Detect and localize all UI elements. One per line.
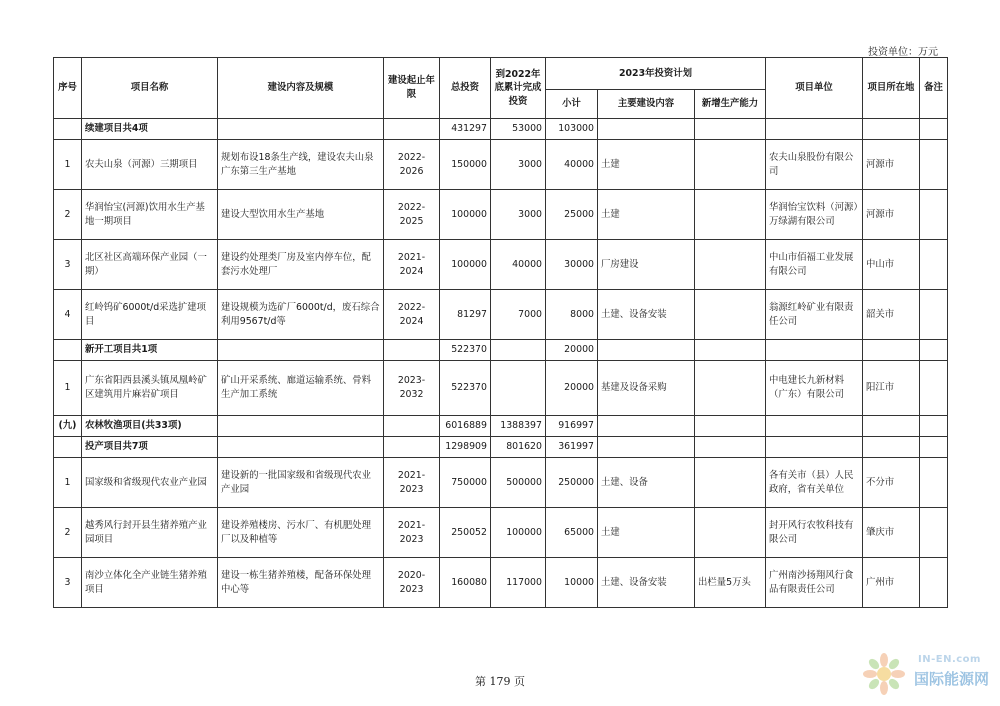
cell-subtotal: 10000 — [546, 558, 598, 608]
watermark-url: IN-EN.com — [918, 654, 981, 665]
cell-total: 250052 — [440, 508, 491, 558]
cell-location — [863, 119, 920, 140]
cell-unit: 封开风行农牧科技有限公司 — [766, 508, 863, 558]
group-row — [54, 119, 948, 140]
cell-note — [920, 119, 948, 140]
cell-seq: 4 — [54, 290, 82, 340]
cell-name: 投产项目共7项 — [82, 437, 218, 458]
cell-subtotal: 361997 — [546, 437, 598, 458]
cell-note — [920, 140, 948, 190]
cell-main-content — [598, 340, 695, 361]
cell-name: 新开工项目共1项 — [82, 340, 218, 361]
cell-name: 国家级和省级现代农业产业园 — [82, 458, 218, 508]
cell-period — [384, 340, 440, 361]
cell-unit: 各有关市（县）人民政府，省有关单位 — [766, 458, 863, 508]
cell-name: 红岭钨矿6000t/d采选扩建项目 — [82, 290, 218, 340]
table-row — [54, 190, 948, 240]
cell-unit: 华润怡宝饮料（河源）万绿湖有限公司 — [766, 190, 863, 240]
cell-subtotal: 40000 — [546, 140, 598, 190]
cell-note — [920, 416, 948, 437]
cell-done2022: 3000 — [491, 190, 546, 240]
cell-name: 续建项目共4项 — [82, 119, 218, 140]
table-row — [54, 290, 948, 340]
cell-location: 韶关市 — [863, 290, 920, 340]
table-row — [54, 361, 948, 416]
cell-new-capacity — [695, 340, 766, 361]
cell-subtotal: 916997 — [546, 416, 598, 437]
cell-note — [920, 190, 948, 240]
cell-unit — [766, 119, 863, 140]
cell-period: 2020-2023 — [384, 558, 440, 608]
sunflower-icon — [854, 650, 914, 698]
cell-unit: 中电建长九新材料（广东）有限公司 — [766, 361, 863, 416]
cell-done2022 — [491, 361, 546, 416]
cell-total: 100000 — [440, 240, 491, 290]
header-done2022: 到2022年底累计完成投资 — [491, 58, 546, 119]
table-row — [54, 558, 948, 608]
cell-note — [920, 361, 948, 416]
cell-location: 阳江市 — [863, 361, 920, 416]
header-location: 项目所在地 — [863, 58, 920, 119]
header-seq: 序号 — [54, 58, 82, 119]
cell-period — [384, 437, 440, 458]
cell-unit — [766, 437, 863, 458]
cell-unit — [766, 416, 863, 437]
header-unit: 项目单位 — [766, 58, 863, 119]
cell-total: 81297 — [440, 290, 491, 340]
investment-unit-label: 投资单位：万元 — [868, 47, 938, 58]
cell-period: 2023-2032 — [384, 361, 440, 416]
cell-period: 2021-2023 — [384, 458, 440, 508]
cell-content: 建设约处理类厂房及室内停车位，配套污水处理厂 — [218, 240, 384, 290]
cell-main-content: 土建、设备安装 — [598, 558, 695, 608]
cell-done2022: 117000 — [491, 558, 546, 608]
cell-period: 2022-2025 — [384, 190, 440, 240]
cell-total: 6016889 — [440, 416, 491, 437]
cell-content — [218, 416, 384, 437]
cell-done2022: 40000 — [491, 240, 546, 290]
cell-main-content: 土建、设备安装 — [598, 290, 695, 340]
cell-period — [384, 416, 440, 437]
cell-done2022: 500000 — [491, 458, 546, 508]
cell-content: 建设规模为选矿厂6000t/d，废石综合利用9567t/d等 — [218, 290, 384, 340]
cell-name: 华润怡宝(河源)饮用水生产基地一期项目 — [82, 190, 218, 240]
cell-location — [863, 340, 920, 361]
cell-main-content — [598, 119, 695, 140]
cell-content: 矿山开采系统、廊道运输系统、骨料生产加工系统 — [218, 361, 384, 416]
cell-unit: 农夫山泉股份有限公司 — [766, 140, 863, 190]
cell-main-content: 土建 — [598, 508, 695, 558]
cell-new-capacity — [695, 458, 766, 508]
cell-total: 750000 — [440, 458, 491, 508]
cell-content: 建设一栋生猪养殖楼，配备环保处理中心等 — [218, 558, 384, 608]
cell-location: 肇庆市 — [863, 508, 920, 558]
cell-total: 150000 — [440, 140, 491, 190]
cell-content — [218, 437, 384, 458]
cell-new-capacity — [695, 290, 766, 340]
cell-content: 规划布设18条生产线，建设农夫山泉广东第三生产基地 — [218, 140, 384, 190]
cell-period — [384, 119, 440, 140]
cell-content — [218, 340, 384, 361]
cell-content — [218, 119, 384, 140]
table-row — [54, 140, 948, 190]
cell-done2022: 1388397 — [491, 416, 546, 437]
cell-main-content: 基建及设备采购 — [598, 361, 695, 416]
cell-content: 建设大型饮用水生产基地 — [218, 190, 384, 240]
header-total: 总投资 — [440, 58, 491, 119]
cell-main-content: 土建、设备 — [598, 458, 695, 508]
cell-subtotal: 103000 — [546, 119, 598, 140]
table-body — [54, 119, 948, 608]
cell-new-capacity — [695, 140, 766, 190]
cell-note — [920, 437, 948, 458]
cell-name: 北区社区高端环保产业园（一期） — [82, 240, 218, 290]
cell-new-capacity — [695, 416, 766, 437]
cell-name: 广东省阳西县溪头镇凤凰岭矿区建筑用片麻岩矿项目 — [82, 361, 218, 416]
cell-new-capacity — [695, 437, 766, 458]
cell-main-content — [598, 437, 695, 458]
page-number: 第 179 页 — [475, 675, 525, 688]
cell-done2022: 7000 — [491, 290, 546, 340]
group-row — [54, 340, 948, 361]
header-subtotal: 小计 — [546, 90, 598, 119]
cell-location: 不分市 — [863, 458, 920, 508]
header-note: 备注 — [920, 58, 948, 119]
cell-subtotal: 65000 — [546, 508, 598, 558]
cell-period: 2021-2023 — [384, 508, 440, 558]
cell-period: 2022-2024 — [384, 290, 440, 340]
cell-period: 2021-2024 — [384, 240, 440, 290]
cell-subtotal: 8000 — [546, 290, 598, 340]
table-row — [54, 508, 948, 558]
cell-total: 522370 — [440, 361, 491, 416]
cell-location — [863, 437, 920, 458]
header-new-capacity: 新增生产能力 — [695, 90, 766, 119]
cell-new-capacity — [695, 508, 766, 558]
cell-total: 431297 — [440, 119, 491, 140]
header-period: 建设起止年限 — [384, 58, 440, 119]
cell-location: 河源市 — [863, 140, 920, 190]
cell-seq: 1 — [54, 361, 82, 416]
cell-new-capacity — [695, 119, 766, 140]
cell-content: 建设养殖楼房、污水厂、有机肥处理厂以及种植等 — [218, 508, 384, 558]
cell-period: 2022-2026 — [384, 140, 440, 190]
cell-new-capacity — [695, 361, 766, 416]
cell-total: 1298909 — [440, 437, 491, 458]
header-content: 建设内容及规模 — [218, 58, 384, 119]
cell-unit: 广州南沙扬翔风行食品有限责任公司 — [766, 558, 863, 608]
cell-location: 中山市 — [863, 240, 920, 290]
header-main-content: 主要建设内容 — [598, 90, 695, 119]
cell-main-content: 厂房建设 — [598, 240, 695, 290]
cell-seq: 3 — [54, 558, 82, 608]
cell-subtotal: 250000 — [546, 458, 598, 508]
cell-name: 农林牧渔项目(共33项) — [82, 416, 218, 437]
cell-seq: 3 — [54, 240, 82, 290]
cell-new-capacity — [695, 190, 766, 240]
cell-main-content — [598, 416, 695, 437]
header-plan2023: 2023年投资计划 — [546, 58, 766, 90]
cell-name: 南沙立体化全产业链生猪养殖项目 — [82, 558, 218, 608]
cell-seq: (九) — [54, 416, 82, 437]
table-row — [54, 458, 948, 508]
cell-name: 农夫山泉（河源）三期项目 — [82, 140, 218, 190]
cell-note — [920, 558, 948, 608]
group-row — [54, 416, 948, 437]
cell-main-content: 土建 — [598, 140, 695, 190]
table-row — [54, 240, 948, 290]
cell-seq — [54, 437, 82, 458]
cell-total: 100000 — [440, 190, 491, 240]
cell-subtotal: 25000 — [546, 190, 598, 240]
cell-done2022: 100000 — [491, 508, 546, 558]
cell-content: 建设新的一批国家级和省级现代农业产业园 — [218, 458, 384, 508]
watermark-logo — [854, 650, 994, 698]
cell-location: 广州市 — [863, 558, 920, 608]
cell-unit — [766, 340, 863, 361]
cell-seq: 2 — [54, 508, 82, 558]
cell-new-capacity: 出栏量5万头 — [695, 558, 766, 608]
cell-new-capacity — [695, 240, 766, 290]
cell-unit: 翁源红岭矿业有限责任公司 — [766, 290, 863, 340]
cell-main-content: 土建 — [598, 190, 695, 240]
cell-total: 522370 — [440, 340, 491, 361]
cell-location: 河源市 — [863, 190, 920, 240]
watermark-name: 国际能源网 — [914, 670, 990, 688]
cell-done2022 — [491, 340, 546, 361]
group-row — [54, 437, 948, 458]
cell-location — [863, 416, 920, 437]
cell-note — [920, 290, 948, 340]
header-name: 项目名称 — [82, 58, 218, 119]
cell-note — [920, 340, 948, 361]
cell-seq: 2 — [54, 190, 82, 240]
cell-subtotal: 20000 — [546, 361, 598, 416]
cell-unit: 中山市佰福工业发展有限公司 — [766, 240, 863, 290]
cell-done2022: 3000 — [491, 140, 546, 190]
cell-done2022: 801620 — [491, 437, 546, 458]
cell-seq: 1 — [54, 140, 82, 190]
cell-seq — [54, 119, 82, 140]
cell-name: 越秀风行封开县生猪养殖产业园项目 — [82, 508, 218, 558]
cell-seq — [54, 340, 82, 361]
investment-table — [53, 57, 948, 608]
cell-done2022: 53000 — [491, 119, 546, 140]
cell-note — [920, 458, 948, 508]
cell-subtotal: 20000 — [546, 340, 598, 361]
cell-note — [920, 508, 948, 558]
cell-note — [920, 240, 948, 290]
cell-total: 160080 — [440, 558, 491, 608]
cell-seq: 1 — [54, 458, 82, 508]
cell-subtotal: 30000 — [546, 240, 598, 290]
